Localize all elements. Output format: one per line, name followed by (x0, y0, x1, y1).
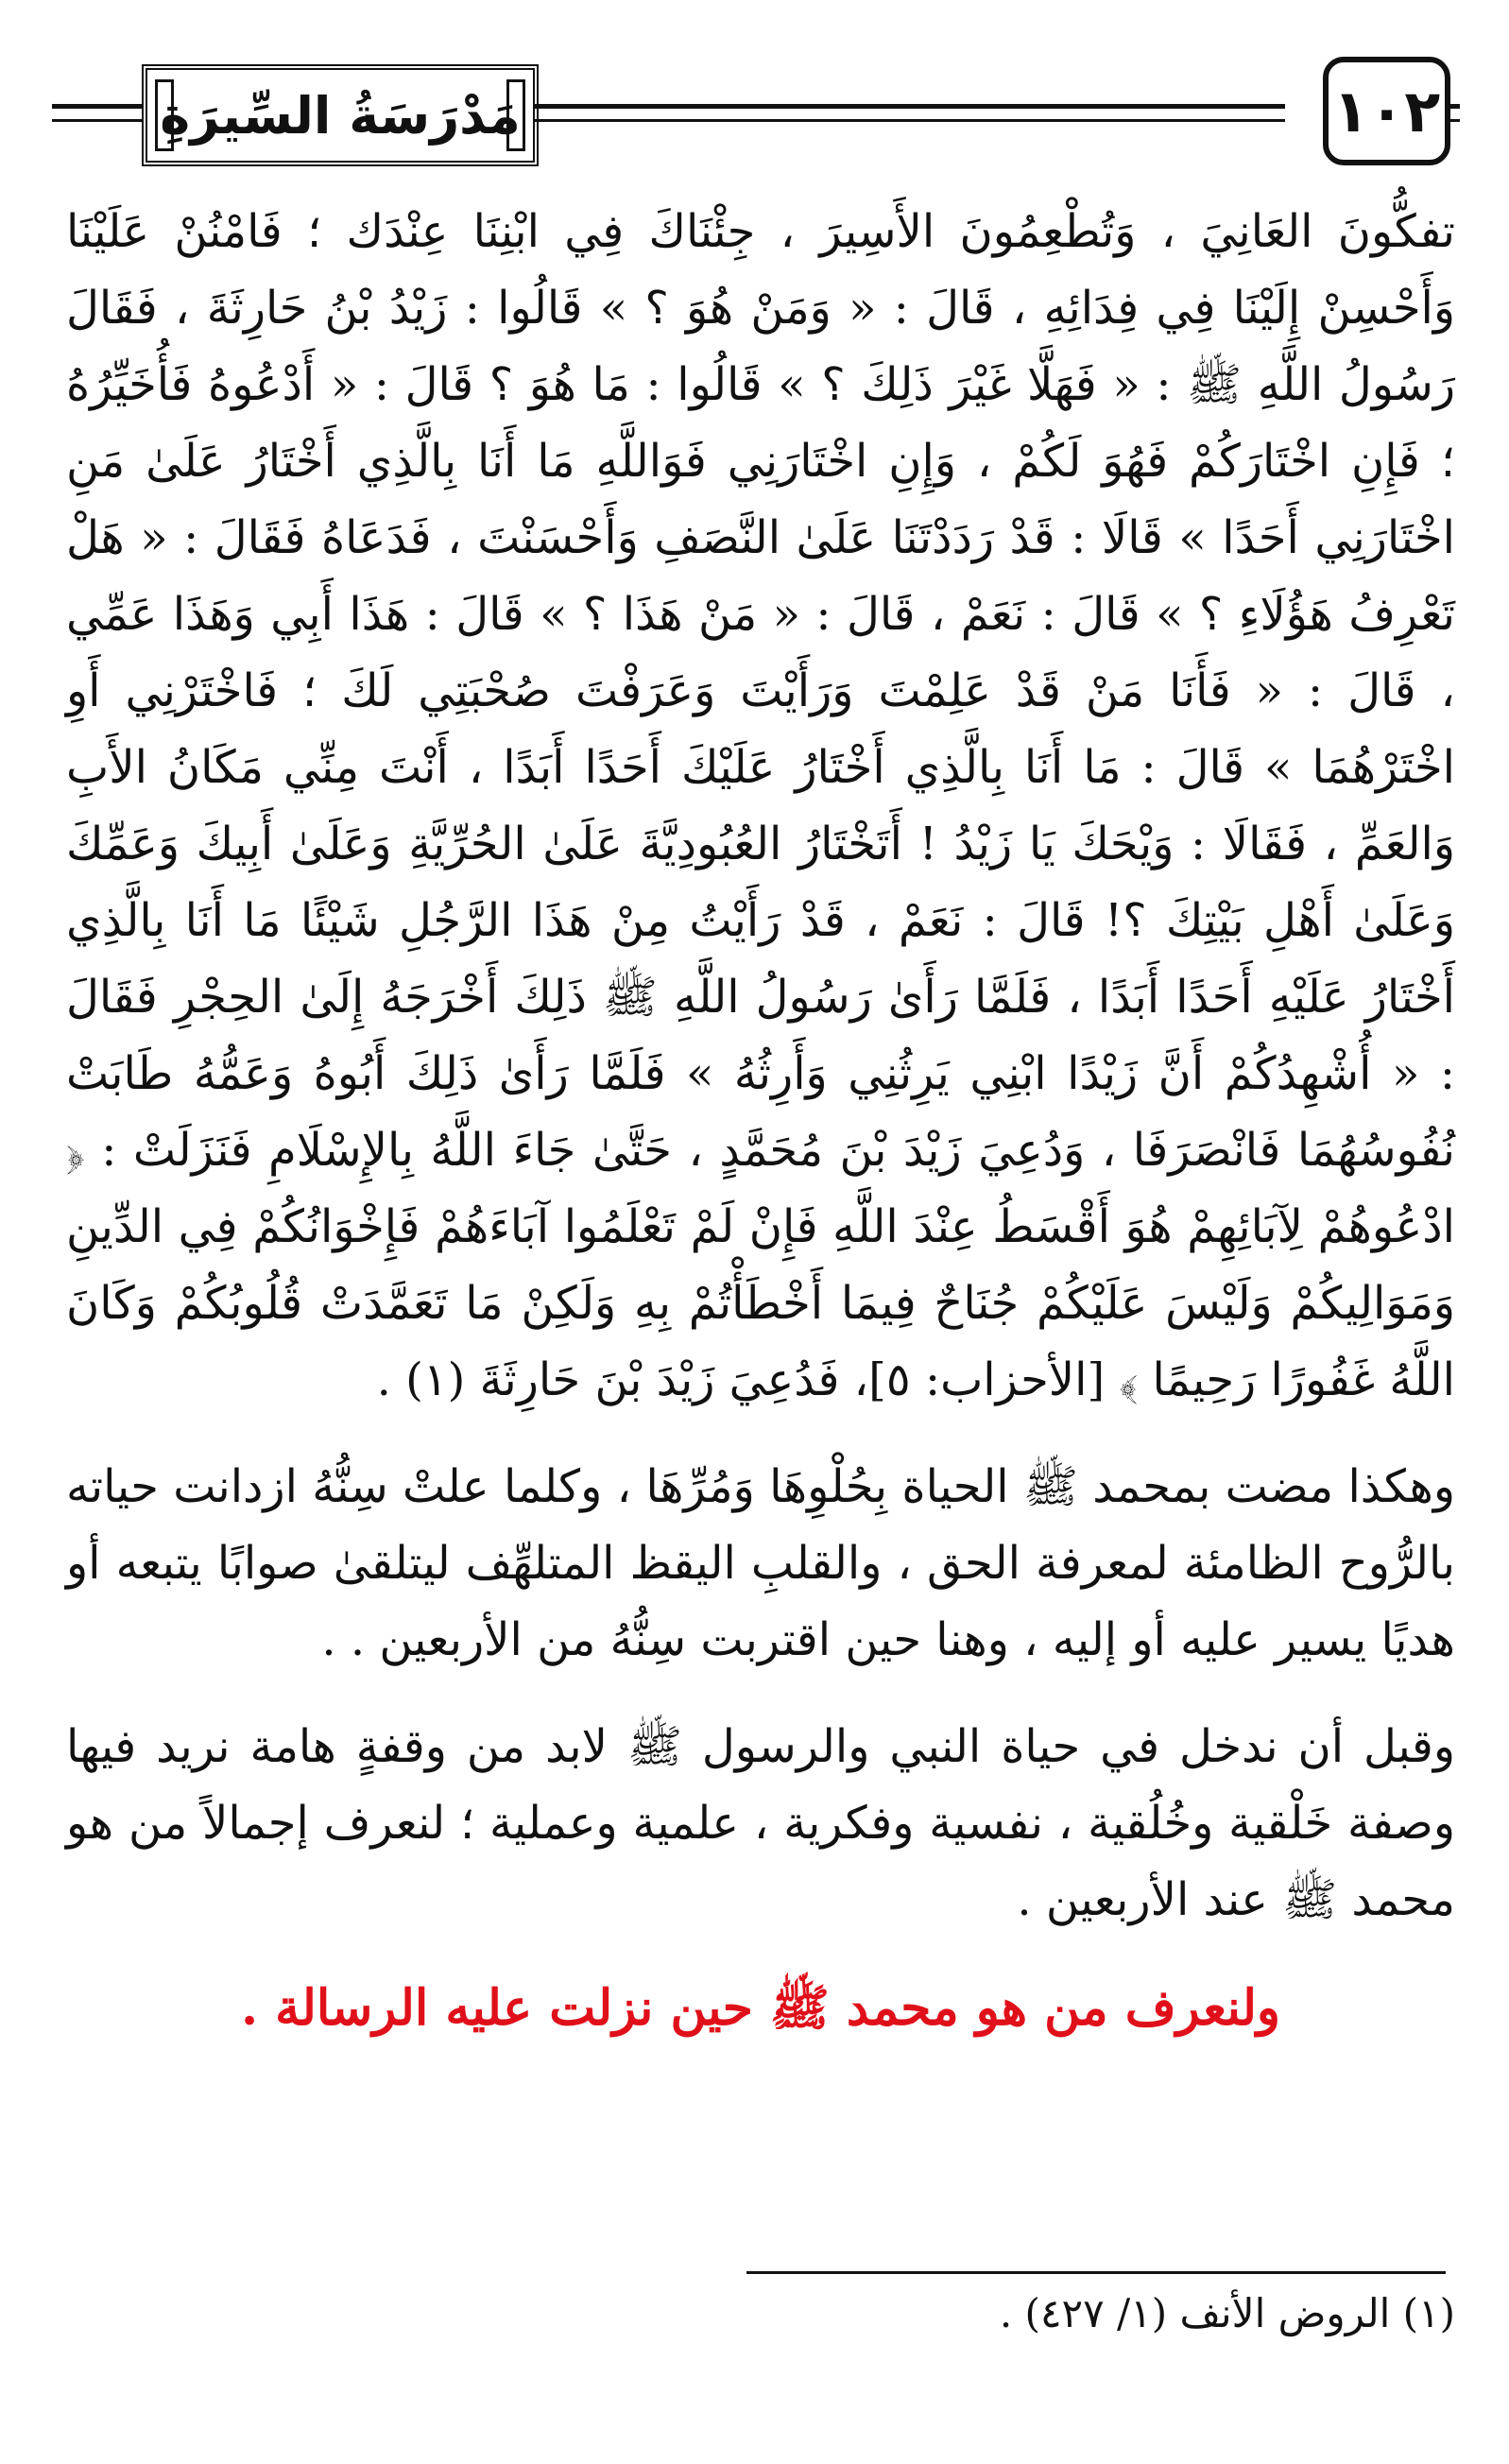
footnote (66, 2285, 1455, 2342)
header-rule (52, 119, 142, 122)
page-header (52, 57, 1460, 175)
header-rule (534, 104, 1285, 109)
page-number-frame (1323, 57, 1450, 165)
footnote-number: (١) (1402, 2290, 1455, 2336)
running-title-text: مَدْرَسَةُ السِّيرَةِ (160, 85, 521, 146)
highlight-heading: ولنعرف من هو محمد ﷺ حين نزلت عليه الرسالة . (240, 1979, 1281, 2037)
footnote-separator (746, 2271, 1446, 2274)
header-rule (1450, 104, 1460, 109)
page-number: ١٠٢ (1332, 77, 1441, 146)
footnote-text: الروض الأنف (١/ ٤٢٧) . (999, 2290, 1391, 2336)
header-rule (52, 104, 142, 109)
body-paragraph: وهكذا مضت بمحمد ﷺ الحياة بِحُلْوِهَا وَمُرِّهَا ، وكلما علتْ سِنُّهُ ازدانت حياته بالرُّوح الظامئة لمعرفة الحق ، والقلبِ اليقظ المتلهِّف ليتلقىٰ صوابًا يتبعه أو هديًا يسير عليه أو إليه ، وهنا حين اقتربت سِنُّهُ من الأربعين . . (66, 1460, 1455, 1666)
page-body (66, 194, 1455, 2046)
body-paragraph: تفكُّونَ العَانِيَ ، وَتُطْعِمُونَ الأَسِيرَ ، جِئْنَاكَ فِي ابْنِنَا عِنْدَك ؛ فَامْنُنْ عَلَيْنَا وَأَحْسِنْ إِلَيْنَا فِي فِدَائِهِ ، قَالَ : « وَمَنْ هُوَ ؟ » قَالُوا : زَيْدُ بْنُ حَارِثَةَ ، فَقَالَ رَسُولُ اللَّهِ ﷺ : « فَهَلَّا غَيْرَ ذَلِكَ ؟ » قَالُوا : مَا هُوَ ؟ قَالَ : « أَدْعُوهُ فَأُخَيِّرُهُ ؛ فَإِنِ اخْتَارَكُمْ فَهُوَ لَكُمْ ، وَإِنِ اخْتَارَنِي فَوَاللَّهِ مَا أَنَا بِالَّذِي أَخْتَارُ عَلَىٰ مَنِ اخْتَارَنِي أَحَدًا » قَالَا : قَدْ رَدَدْتَنَا عَلَىٰ النَّصَفِ وَأَحْسَنْتَ ، فَدَعَاهُ فَقَالَ : « هَلْ تَعْرِفُ هَؤُلَاءِ ؟ » قَالَ : نَعَمْ ، قَالَ : « مَنْ هَذَا ؟ » قَالَ : هَذَا أَبِي وَهَذَا عَمِّي ، قَالَ : « فَأَنَا مَنْ قَدْ عَلِمْتَ وَرَأَيْتَ وَعَرَفْتَ صُحْبَتِي لَكَ ؛ فَاخْتَرْنِي أَوِ اخْتَرْهُمَا » قَالَ : مَا أَنَا بِالَّذِي أَخْتَارُ عَلَيْكَ أَحَدًا أَبَدًا ، أَنْتَ مِنِّي مَكَانُ الأَبِ وَالعَمِّ ، فَقَالَا : وَيْحَكَ يَا زَيْدُ ! أَتَخْتَارُ العُبُودِيَّةَ عَلَىٰ الحُرِّيَّةِ وَعَلَىٰ أَبِيكَ وَعَمِّكَ وَعَلَىٰ أَهْلِ بَيْتِكَ ؟! قَالَ : نَعَمْ ، قَدْ رَأَيْتُ مِنْ هَذَا الرَّجُلِ شَيْئًا مَا أَنَا بِالَّذِي أَخْتَارُ عَلَيْهِ أَحَدًا أَبَدًا ، فَلَمَّا رَأَىٰ رَسُولُ اللَّهِ ﷺ ذَلِكَ أَخْرَجَهُ إِلَىٰ الحِجْرِ فَقَالَ : « أُشْهِدُكُمْ أَنَّ زَيْدًا ابْنِي يَرِثُنِي وَأَرِثُهُ » فَلَمَّا رَأَىٰ ذَلِكَ أَبُوهُ وَعَمُّهُ طَابَتْ نُفُوسُهُمَا فَانْصَرَفَا ، وَدُعِيَ زَيْدَ بْنَ مُحَمَّدٍ ، حَتَّىٰ جَاءَ اللَّهُ بِالإِسْلَامِ فَنَزَلَتْ : ﴿ ادْعُوهُمْ لِآبَائِهِمْ هُوَ أَقْسَطُ عِنْدَ اللَّهِ فَإِنْ لَمْ تَعْلَمُوا آبَاءَهُمْ فَإِخْوَانُكُمْ فِي الدِّينِ وَمَوَالِيكُمْ وَلَيْسَ عَلَيْكُمْ جُنَاحٌ فِيمَا أَخْطَأْتُمْ بِهِ وَلَكِنْ مَا تَعَمَّدَتْ قُلُوبُكُمْ وَكَانَ اللَّهُ غَفُورًا رَحِيمًا ﴾ [الأحزاب: ٥]، فَدُعِيَ زَيْدَ بْنَ حَارِثَةَ (١) . (66, 205, 1456, 1406)
body-paragraph: وقبل أن ندخل في حياة النبي والرسول ﷺ لابد من وقفةٍ هامة نريد فيها وصفة خَلْقية وخُلُقية ، نفسية وفكرية ، علمية وعملية ؛ لنعرف إجمالاً من هو محمد ﷺ عند الأربعين . (66, 1720, 1455, 1926)
header-rule (534, 119, 1285, 122)
header-rule (1450, 119, 1460, 122)
running-title (142, 64, 539, 166)
